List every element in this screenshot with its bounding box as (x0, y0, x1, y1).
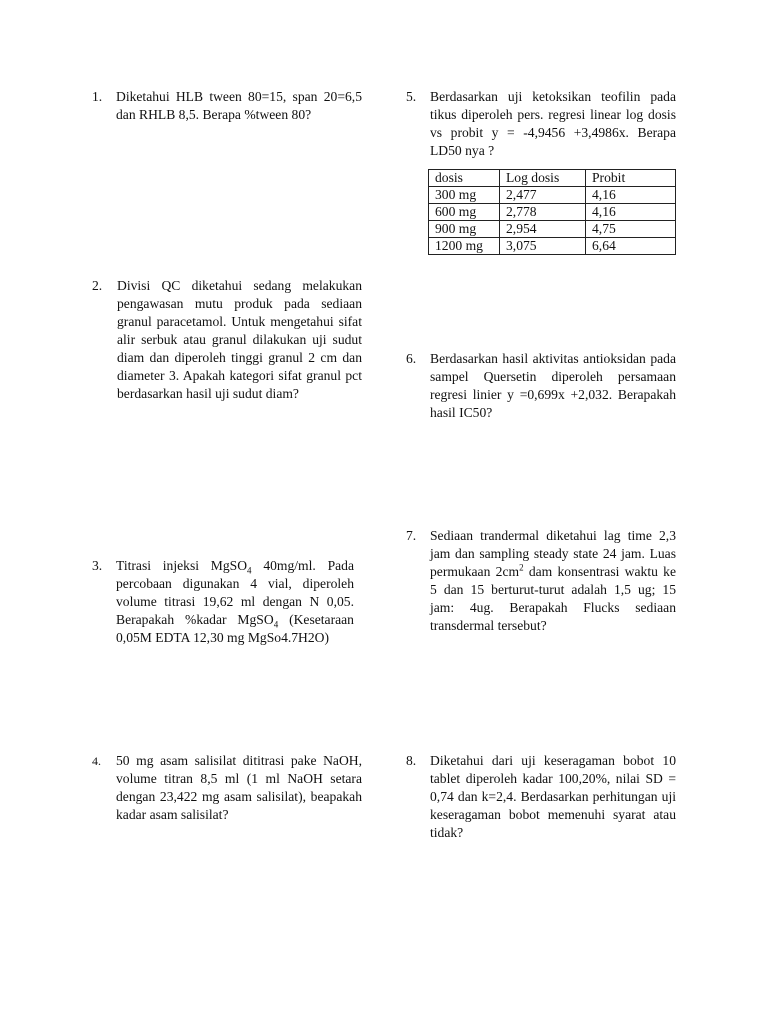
table-cell: 600 mg (429, 204, 500, 221)
question-number: 7. (406, 528, 417, 543)
question-1 (92, 88, 362, 124)
question-text: Berdasarkan hasil aktivitas antioksidan pada sampel Quersetin diperoleh persamaan regresi linier y =0,699x +2,032. Berapakah hasil IC50? (430, 351, 676, 420)
table-header-row (429, 170, 676, 187)
table-row (429, 187, 676, 204)
question-7 (406, 527, 676, 635)
question-text: Sediaan trandermal diketahui lag time 2,3 jam dan sampling steady state 24 jam. Luas permukaan $2cm^2$ dam konsentrasi waktu ke 5 dan 15 berturut-turut adalah 1,5 ug; 15 jam: 4ug. Berapakah Flucks sediaan transdermal tersebut? (430, 528, 676, 633)
table-cell: 2,778 (500, 204, 586, 221)
question-text: 50 mg asam salisilat dititrasi pake NaOH, volume titran 8,5 ml (1 ml NaOH setara dengan 23,422 mg asam salisilat), beapakah kadar asam salisilat? (116, 753, 362, 822)
question-2 (92, 277, 362, 403)
table-cell: 3,075 (500, 238, 586, 255)
table-header: Probit (586, 170, 676, 187)
question-number: 4. (92, 754, 101, 768)
table-cell: 900 mg (429, 221, 500, 238)
question-text: Divisi QC diketahui sedang melakukan pengawasan mutu produk pada sediaan granul paracetamol. Untuk mengetahui sifat alir serbuk atau granul dilakukan uji sudut diam dan diperoleh tinggi granul 2 cm dan diameter 3. Apakah kategori sifat granul pct berdasarkan hasil uji sudut diam? (117, 278, 362, 401)
question-6 (406, 350, 676, 422)
question-number: 8. (406, 753, 417, 768)
table-row (429, 204, 676, 221)
table-header: Log dosis (500, 170, 586, 187)
table-cell: 4,16 (586, 187, 676, 204)
question-text: Diketahui HLB tween 80=15, span 20=6,5 dan RHLB 8,5. Berapa %tween 80? (116, 89, 362, 122)
table-cell: 6,64 (586, 238, 676, 255)
table-cell: 2,954 (500, 221, 586, 238)
table-cell: 2,477 (500, 187, 586, 204)
question-number: 3. (92, 558, 103, 573)
question-8 (406, 752, 676, 842)
table-cell: 300 mg (429, 187, 500, 204)
table-cell: 1200 mg (429, 238, 500, 255)
table-row (429, 238, 676, 255)
question-number: 5. (406, 89, 417, 104)
probit-table (428, 169, 676, 255)
question-number: 6. (406, 351, 417, 366)
table-cell: 4,75 (586, 221, 676, 238)
question-text: Diketahui dari uji keseragaman bobot 10 tablet diperoleh kadar 100,20%, nilai SD = 0,74 dan k=2,4. Berdasarkan perhitungan uji keseragaman bobot memenuhi syarat atau tidak? (430, 753, 676, 840)
question-number: 2. (92, 278, 103, 293)
question-4 (92, 752, 362, 824)
question-5 (406, 88, 676, 160)
table-row (429, 221, 676, 238)
table-header: dosis (429, 170, 500, 187)
question-text: Titrasi injeksi MgSO$_4$ 40mg/ml. Pada percobaan digunakan 4 vial, diperoleh volume titrasi 19,62 ml dengan N 0,05. Berapakah %kadar MgSO$_4$ (Kesetaraan 0,05M EDTA 12,30 mg MgSo4.7H2O) (116, 558, 354, 645)
question-3 (92, 557, 354, 647)
question-text: Berdasarkan uji ketoksikan teofilin pada tikus diperoleh pers. regresi linear log dosis vs probit y = -4,9456 +3,4986x. Berapa LD50 nya ? (430, 89, 676, 158)
table-cell: 4,16 (586, 204, 676, 221)
question-number: 1. (92, 89, 103, 104)
